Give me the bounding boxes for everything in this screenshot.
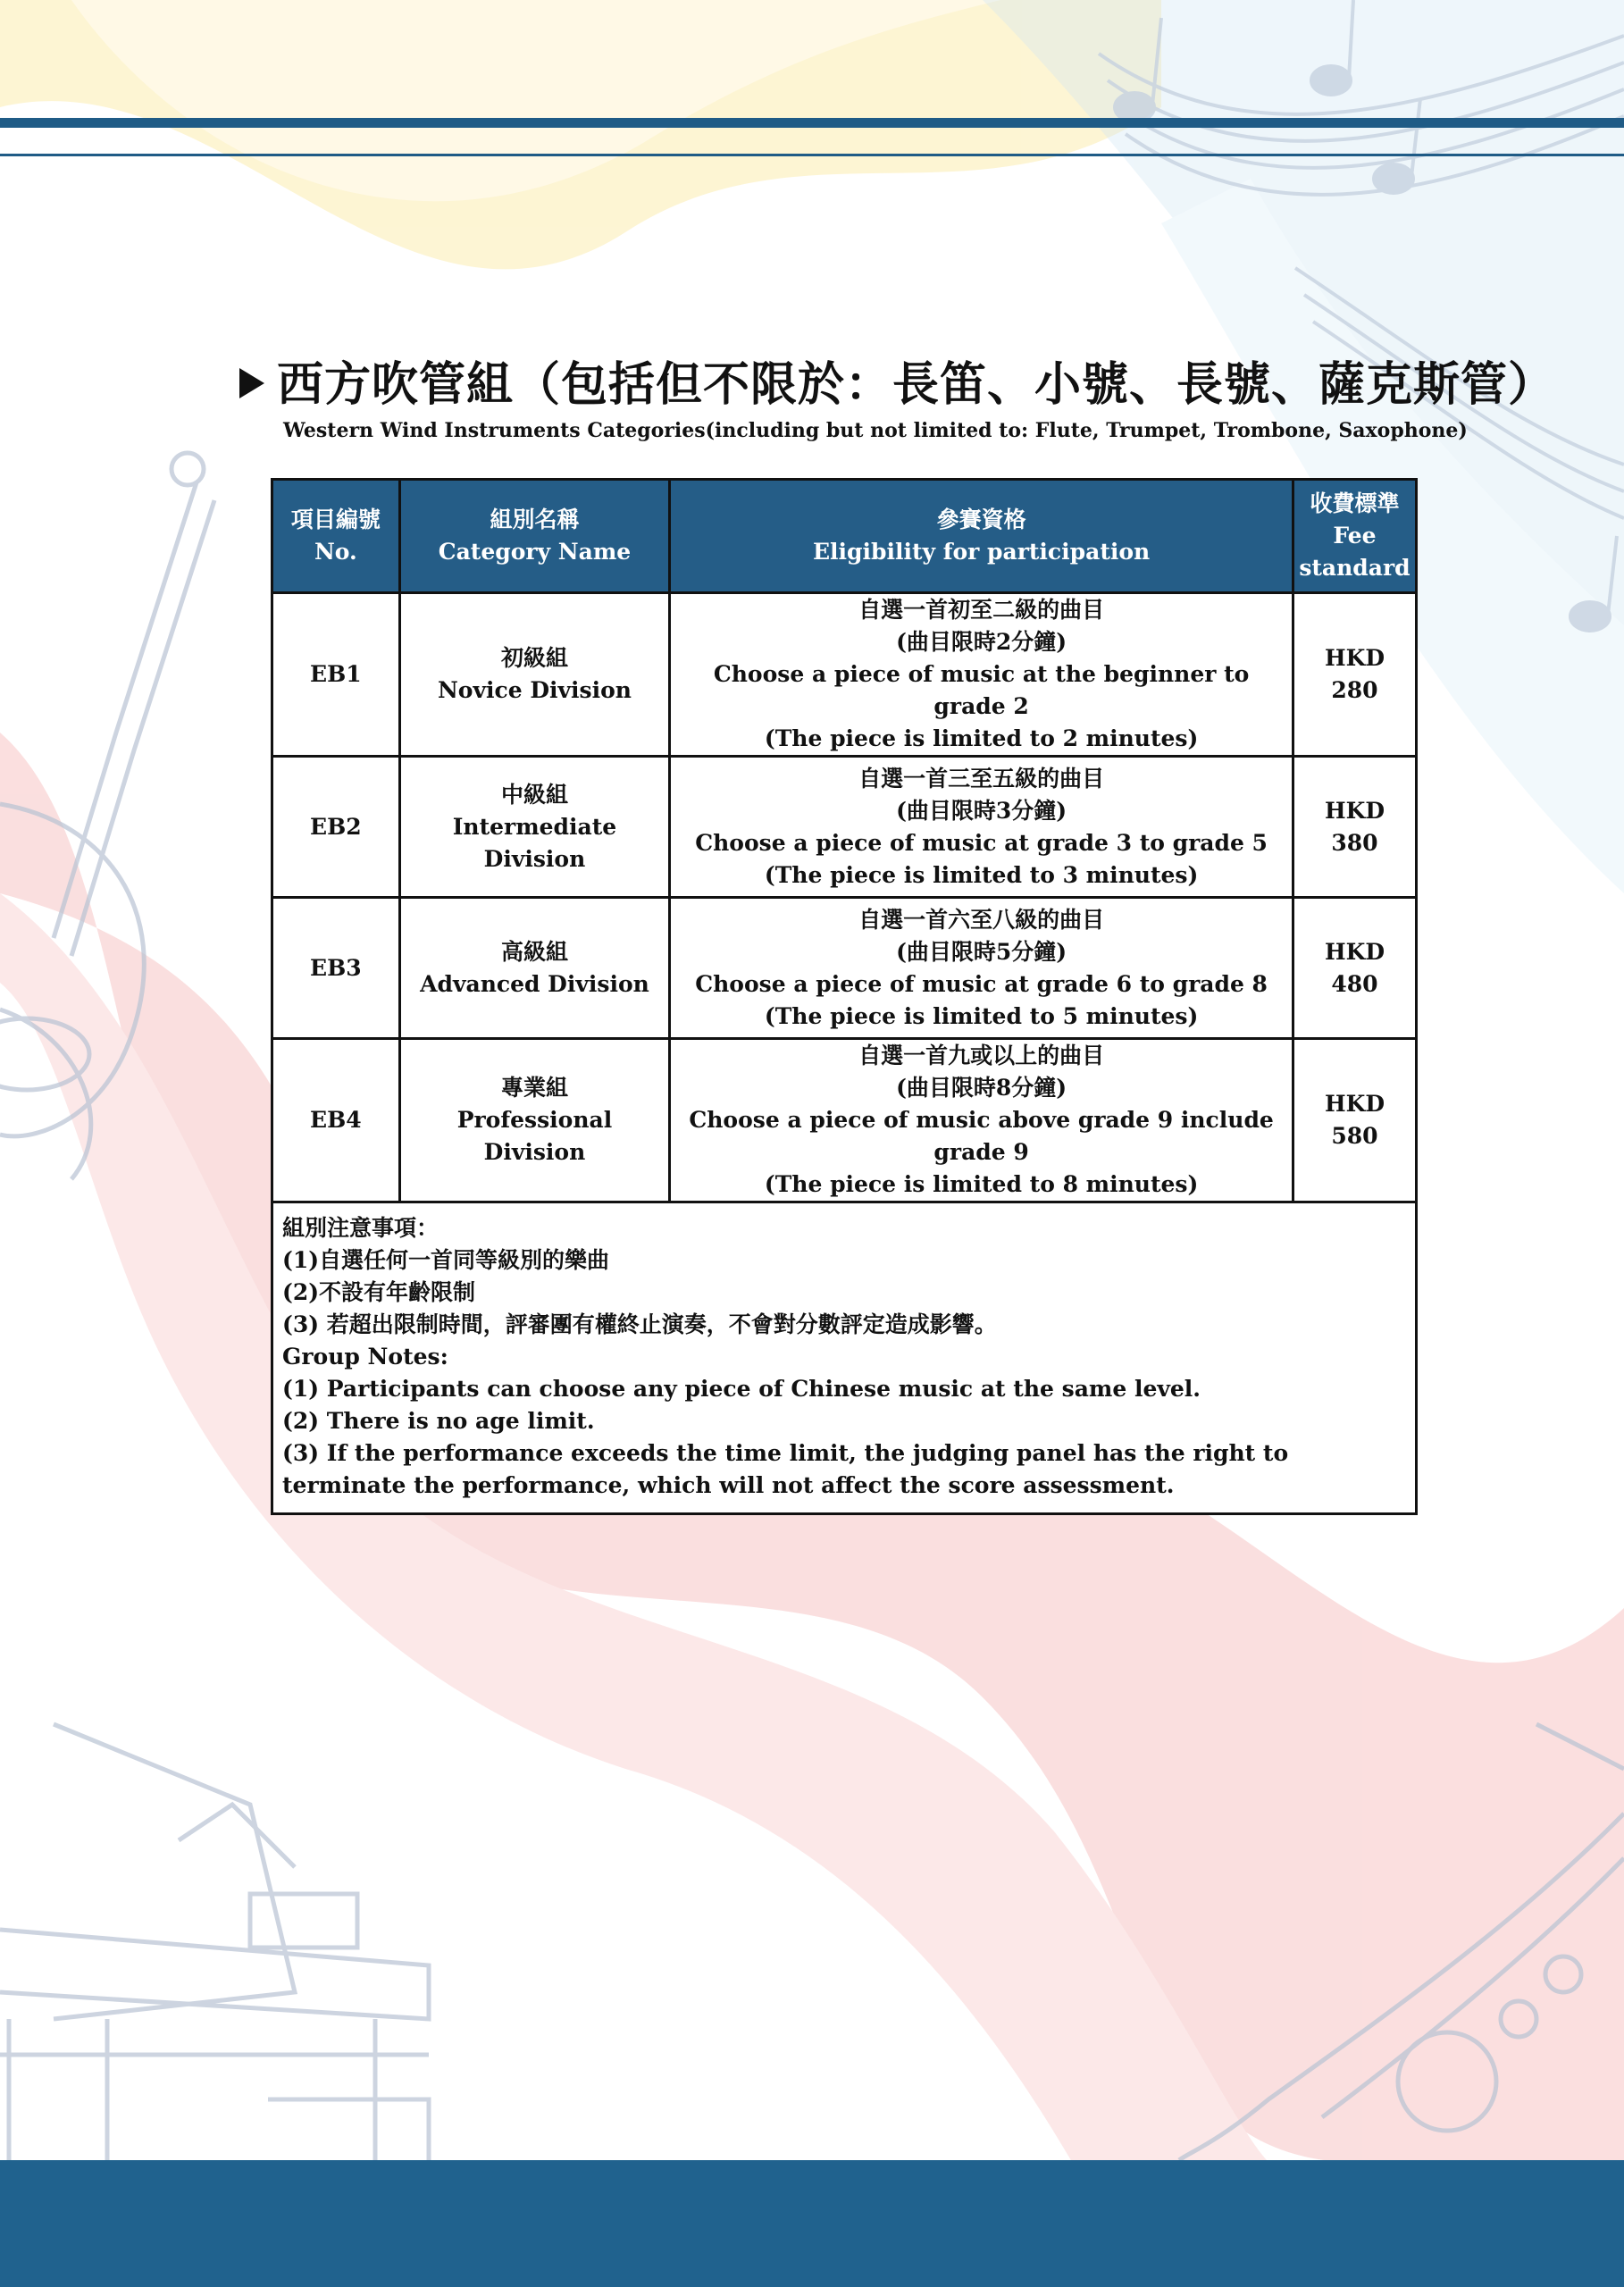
eligibility-en-2: (The piece is limited to 2 minutes): [764, 725, 1199, 751]
competition-table: [271, 478, 1418, 1515]
section-heading: [239, 347, 1555, 442]
notes-row: [272, 1202, 1417, 1514]
notes-heading-zh: 組別注意事項：: [282, 1215, 439, 1241]
notes-item: (3) 若超出限制時間，評審團有權終止演奏，不會對分數評定造成影響。: [282, 1311, 997, 1337]
eligibility-zh-2: (曲目限時3分鐘): [896, 797, 1067, 824]
notes-item: (1)自選任何一首同等級別的樂曲: [282, 1247, 610, 1273]
table-header-row: [272, 480, 1417, 593]
header-category: [399, 480, 670, 593]
header-eligibility-en: Eligibility for participation: [812, 539, 1151, 565]
header-fee-zh: 收費標準: [1310, 490, 1400, 516]
table-row: [272, 593, 1417, 757]
eligibility-zh-2: (曲目限時8分鐘): [896, 1075, 1067, 1101]
category-zh: 中級組: [500, 781, 568, 808]
row-category: [399, 593, 670, 757]
row-eligibility: [670, 898, 1293, 1039]
heading-title-zh: 西方吹管組（包括但不限於：長笛、小號、長號、薩克斯管）: [277, 357, 1556, 412]
notes-item: (2) There is no age limit.: [282, 1408, 595, 1434]
eligibility-en-2: (The piece is limited to 5 minutes): [764, 1002, 1199, 1029]
row-no: EB3: [272, 898, 400, 1039]
header-fee-en1: Fee: [1333, 523, 1377, 549]
eligibility-en-1: Choose a piece of music at the beginner to grade 2: [713, 661, 1250, 719]
notes-heading-en: Group Notes:: [282, 1344, 448, 1370]
row-eligibility: [670, 1039, 1293, 1202]
notes-item: (2)不設有年齡限制: [282, 1279, 476, 1305]
row-fee: HKD 280: [1293, 593, 1416, 757]
row-fee: HKD 380: [1293, 757, 1416, 898]
table-row: [272, 898, 1417, 1039]
triangle-bullet-icon: [239, 368, 264, 398]
category-en: Professional Division: [456, 1107, 613, 1165]
footer-bar: [0, 2160, 1624, 2287]
row-no: EB2: [272, 757, 400, 898]
piano-sketch: [0, 1724, 429, 2160]
header-eligibility: [670, 480, 1293, 593]
yellow-ribbon: [0, 0, 1161, 269]
notes-item: (3) If the performance exceeds the time limit, the judging panel has the right to terminate the performance, which will not affect the score assessment.: [282, 1440, 1289, 1498]
heading-row: [239, 347, 1555, 414]
row-category: [399, 757, 670, 898]
top-rule-thin: [0, 154, 1624, 156]
header-no-zh: 項目編號: [290, 507, 381, 532]
eligibility-en-1: Choose a piece of music at grade 3 to grade 5: [695, 829, 1268, 856]
header-fee-en2: standard: [1299, 555, 1411, 581]
row-fee: HKD 480: [1293, 898, 1416, 1039]
row-fee: HKD 580: [1293, 1039, 1416, 1202]
header-no-en: No.: [314, 539, 357, 565]
category-zh: 專業組: [500, 1075, 568, 1101]
eligibility-zh-2: (曲目限時5分鐘): [896, 938, 1067, 965]
eligibility-zh-1: 自選一首初至二級的曲目: [858, 597, 1105, 623]
eligibility-zh-1: 自選一首三至五級的曲目: [858, 765, 1105, 792]
heading-title-en: Western Wind Instruments Categories(including but not limited to: Flute, Trumpet, Trombone, Saxophone): [283, 419, 1468, 442]
header-eligibility-zh: 參賽資格: [936, 507, 1026, 532]
row-no: EB1: [272, 593, 400, 757]
notes-item: (1) Participants can choose any piece of Chinese music at the same level.: [282, 1376, 1201, 1402]
eligibility-zh-2: (曲目限時2分鐘): [896, 629, 1067, 655]
row-category: [399, 898, 670, 1039]
category-zh: 高級組: [500, 938, 568, 965]
category-en: Advanced Division: [420, 970, 649, 997]
row-category: [399, 1039, 670, 1202]
header-category-zh: 組別名稱: [490, 507, 580, 532]
table-row: [272, 757, 1417, 898]
header-category-en: Category Name: [438, 539, 632, 565]
eligibility-en-2: (The piece is limited to 8 minutes): [764, 1171, 1199, 1197]
row-eligibility: [670, 593, 1293, 757]
header-fee: [1293, 480, 1416, 593]
row-no: EB4: [272, 1039, 400, 1202]
category-en: Intermediate Division: [452, 813, 617, 872]
eligibility-en-2: (The piece is limited to 3 minutes): [764, 861, 1199, 888]
category-zh: 初級組: [500, 645, 568, 671]
category-en: Novice Division: [437, 677, 632, 703]
group-notes: [272, 1202, 1417, 1514]
table-row: [272, 1039, 1417, 1202]
header-no: [272, 480, 400, 593]
row-eligibility: [670, 757, 1293, 898]
eligibility-zh-1: 自選一首九或以上的曲目: [858, 1043, 1105, 1068]
eligibility-en-1: Choose a piece of music above grade 9 include grade 9: [689, 1107, 1274, 1165]
top-rule-thick: [0, 118, 1624, 128]
eligibility-zh-1: 自選一首六至八級的曲目: [858, 906, 1105, 933]
eligibility-en-1: Choose a piece of music at grade 6 to grade 8: [695, 970, 1268, 997]
